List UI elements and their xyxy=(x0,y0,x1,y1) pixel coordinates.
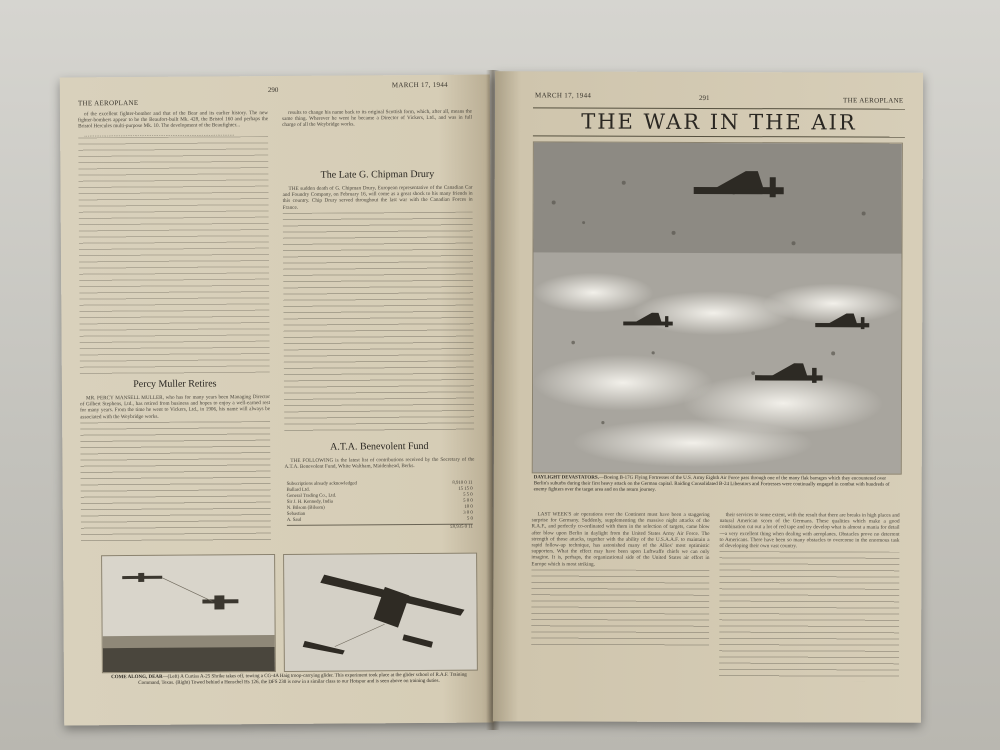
bomber-caption-title: DAYLIGHT DEVASTATORS. xyxy=(533,475,599,481)
glider-tow-photo-right xyxy=(283,553,478,672)
percy-muller-text xyxy=(80,394,271,547)
ledger-row: A. Saul 5 0 xyxy=(286,516,473,523)
left-column-2-top xyxy=(282,109,472,160)
percy-muller-paragraph: MR. PERCY MANSELL MULLER, who has for many years been Managing Director of Gilbert Stephens, Ltd., has retired from business and hopes to enjoy a well-earned rest for many years. From the time he went to Vickers, Ltd., in 1906, his name will always be associated with the Weybridge works. xyxy=(80,394,271,420)
left-running-head: THE AEROPLANE xyxy=(77,98,139,108)
bomber-photo-caption xyxy=(534,475,898,494)
left-col1-paragraph: of the excellent fighter-bomber and that of the Bear and its earlier history. The new fighter-bombers appear to be the Beaufort-built Mk. 428, the Bristol 160 and perhaps the Bristol Hercules multi-purpose Mk. 10. The development of the Beaufighter... xyxy=(78,110,269,130)
left-page-number: 290 xyxy=(267,85,279,95)
right-date: MARCH 17, 1944 xyxy=(535,91,592,100)
glider-photo-caption xyxy=(102,673,476,688)
right-column-2-text xyxy=(719,512,900,713)
left-column-1-text: of the excellent fighter-bomber and that of the Bear and its earlier history. The new fighter-bombers appear to be the Beaufort-built Mk. 428, the Bristol 160 and perhaps the Bristol Hercules multi-purpose Mk. 10. The development of the Beaufighter... …………………………………………………………………………… xyxy=(78,110,269,138)
ledger-row: General Trading Co., Ltd. 5 5 0 xyxy=(286,492,473,499)
chipman-drury-heading: The Late G. Chipman Drury xyxy=(320,168,435,181)
left-date: MARCH 17, 1944 xyxy=(391,80,448,90)
ata-fund-paragraph: THE FOLLOWING is the latest list of contributions received by the Secretary of the A.T.A. Benevolent Fund, White Waltham, Maidenhead, Berks. xyxy=(284,456,475,471)
flying-fortresses-graphic xyxy=(533,142,902,473)
ata-fund-text xyxy=(284,457,474,480)
right-column-1-text xyxy=(531,511,710,712)
right-page xyxy=(493,71,923,722)
right-page-number: 291 xyxy=(699,93,710,103)
right-col2-paragraph: their services to some extent, with the result that there are breaks in high places and natural American scorn of the Germans. These qualities which make a good combination cut out a lot of red tape and try develop what is almost a mania for detail—a very excellent thing when dealing with aeroplanes. Obstacles prove no deterrent to Americans. There have been so many obstacles to overcome in the enormous task of developing their own vast country. xyxy=(719,512,900,550)
ledger-total-row: £8,935 0 11 xyxy=(287,524,473,532)
title-rule-bottom xyxy=(533,135,905,137)
ledger-row: Ballard Ltd. 15 15 0 xyxy=(286,486,473,493)
glider-tow-photo-right-graphic xyxy=(284,554,477,671)
right-col1-paragraph: LAST WEEK'S air operations over the Continent must have been a staggering surprise for Germany. Suddenly, supplementing the massive night attacks of the R.A.F., and perfectly co-ordinated with them in the selection of targets, came blow after blow upon Berlin in daylight from the United States Army Air Force. The strength of those attacks, together with the ability of the U.S.A.A.F. to maintain a rapid follow-up technique, has astonished many of the Allies' most optimistic supporters. What the effect may have been upon Luftwaffe chiefs we can only imagine. It is, perhaps, the organizational side of the United States air effort in Europe which is most striking. xyxy=(531,511,710,568)
chipman-drury-paragraph: THE sudden death of G. Chipman Drury, European representative of the Canadian Car and Foundry Company, on February 16, will come as a great shock to his many friends in this country. Chip Drury served throughout the last war with the Canadian Forces in France. xyxy=(282,184,473,211)
ata-fund-heading: A.T.A. Benevolent Fund xyxy=(330,440,429,453)
right-running-head: THE AEROPLANE xyxy=(843,96,904,105)
ledger-row: Sebastian 3 0 0 xyxy=(286,510,473,517)
ledger-row: Subscriptions already acknowledged 8,910 0 11 xyxy=(286,480,473,487)
contributions-ledger xyxy=(287,481,473,532)
glider-tow-photo-left-graphic xyxy=(102,555,275,672)
bomber-caption-text: —Boeing B-17G Flying Fortresses of the U.S. Army Eighth Air Force pass through one of the many flak barrages which they encountered over Berlin's suburbs during their first heavy attack on the German capital. Raiding Consolidated B-24 Liberators and Fortresses were continually engaged in combat with hundreds of enemy fighters over the target area and on the return journey. xyxy=(533,475,890,493)
chipman-drury-text xyxy=(283,185,475,436)
ledger-row: Sir J. H. Kennedy, India 5 0 0 xyxy=(286,498,473,505)
left-column-1-filler xyxy=(78,136,270,377)
war-in-the-air-title: THE WAR IN THE AIR xyxy=(581,109,857,135)
glider-caption-title: COME ALONG, DEAR xyxy=(111,674,163,681)
flying-fortresses-photo xyxy=(532,141,903,474)
left-col2-paragraph: results to change his name back to its original Scottish form, which, after all, means the same thing. Wherever he went he became a Director of Vickers, Ltd., and was in full charge of all the Weybridge works. xyxy=(282,108,473,129)
glider-caption-text: —(Left) A Curtiss A-25 Shrike takes off, towing a CG-4A Haig troop-carrying glider. This experiment took place at the glider school of R.A.F. Training Command, Texas. (Right) Towed behind a Henschel Hs 126, the DFS 230 is now in a similar class to our Hotspur and is seen above on training duties. xyxy=(138,672,467,686)
percy-muller-heading: Percy Muller Retires xyxy=(133,378,217,391)
glider-tow-photo-left xyxy=(101,554,276,673)
ledger-row: N. Bilsom (Bilsom) 10 0 xyxy=(286,504,473,511)
left-page xyxy=(60,75,495,726)
